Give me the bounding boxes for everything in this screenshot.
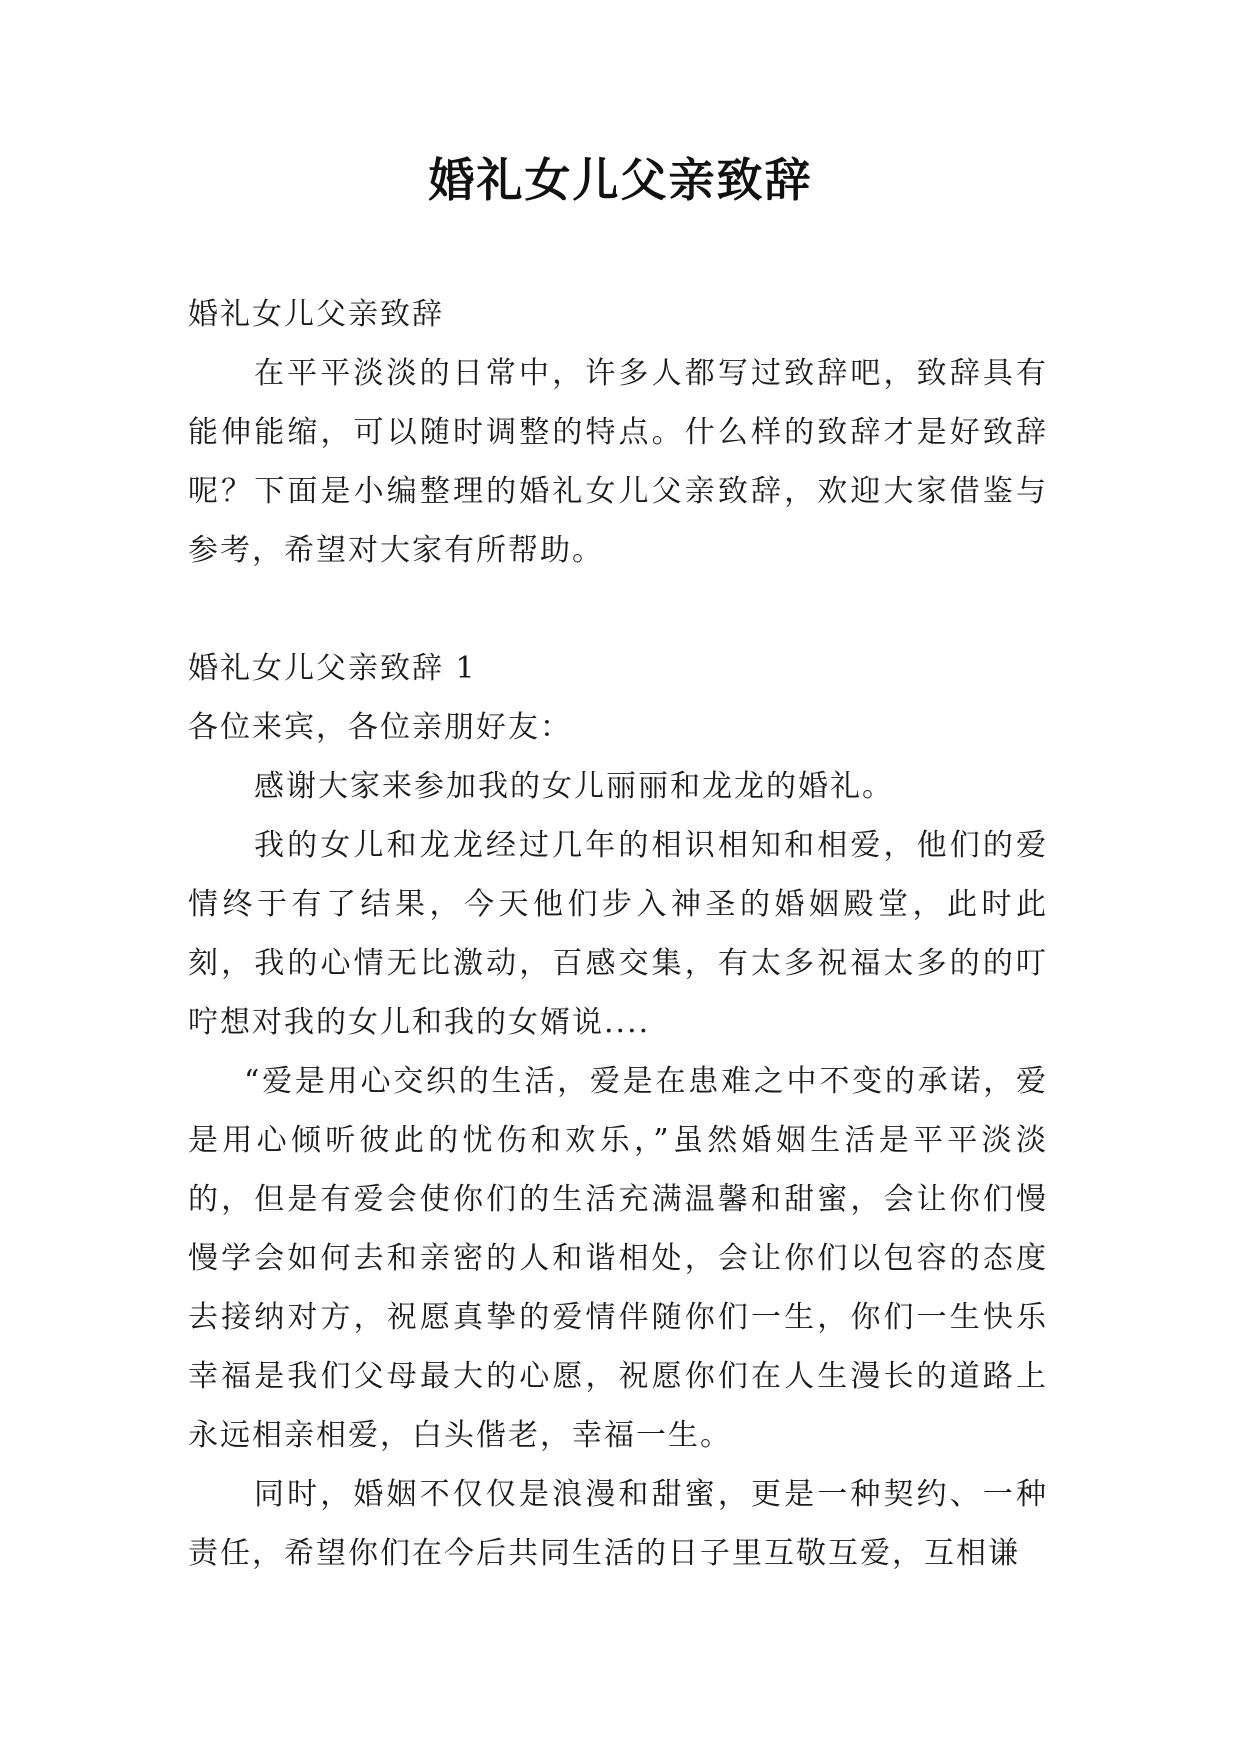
- salutation: 各位来宾，各位亲朋好友：: [188, 710, 572, 745]
- body-paragraph: 我的女儿和龙龙经过几年的相识相知和相爱，他们的爱情终于有了结果，今天他们步入神圣的婚姻殿堂，此时此刻，我的心情无比激动，百感交集，有太多祝福太多的的叮咛想对我的女儿和我的女婿说....: [188, 828, 1048, 1040]
- subtitle: 婚礼女儿父亲致辞: [188, 297, 444, 332]
- paragraph-spacer: [188, 580, 1048, 639]
- document-title: 婚礼女儿父亲致辞: [428, 153, 813, 207]
- section-heading: 婚礼女儿父亲致辞 1: [188, 651, 477, 686]
- body-paragraph: “爱是用心交织的生活，爱是在患难之中不变的承诺，爱是用心倾听彼此的忧伤和欢乐，”虽然婚姻生活是平平淡淡的，但是有爱会使你们的生活充满温馨和甜蜜，会让你们慢慢学会如何去和亲密的人和谐相处，会让你们以包容的态度去接纳对方，祝愿真挚的爱情伴随你们一生，你们一生快乐幸福是我们父母最大的心愿，祝愿你们在人生漫长的道路上永远相亲相爱，白头偕老，幸福一生。: [188, 1064, 1048, 1453]
- document-body: [188, 285, 1048, 1583]
- intro-paragraph: 在平平淡淡的日常中，许多人都写过致辞吧，致辞具有能伸能缩，可以随时调整的特点。什么样的致辞才是好致辞呢？下面是小编整理的婚礼女儿父亲致辞，欢迎大家借鉴与参考，希望对大家有所帮助。: [188, 356, 1048, 568]
- body-paragraph: 同时，婚姻不仅仅是浪漫和甜蜜，更是一种契约、一种责任，希望你们在今后共同生活的日子里互敬互爱，互相谦: [188, 1477, 1048, 1571]
- body-paragraph: 感谢大家来参加我的女儿丽丽和龙龙的婚礼。: [254, 769, 894, 804]
